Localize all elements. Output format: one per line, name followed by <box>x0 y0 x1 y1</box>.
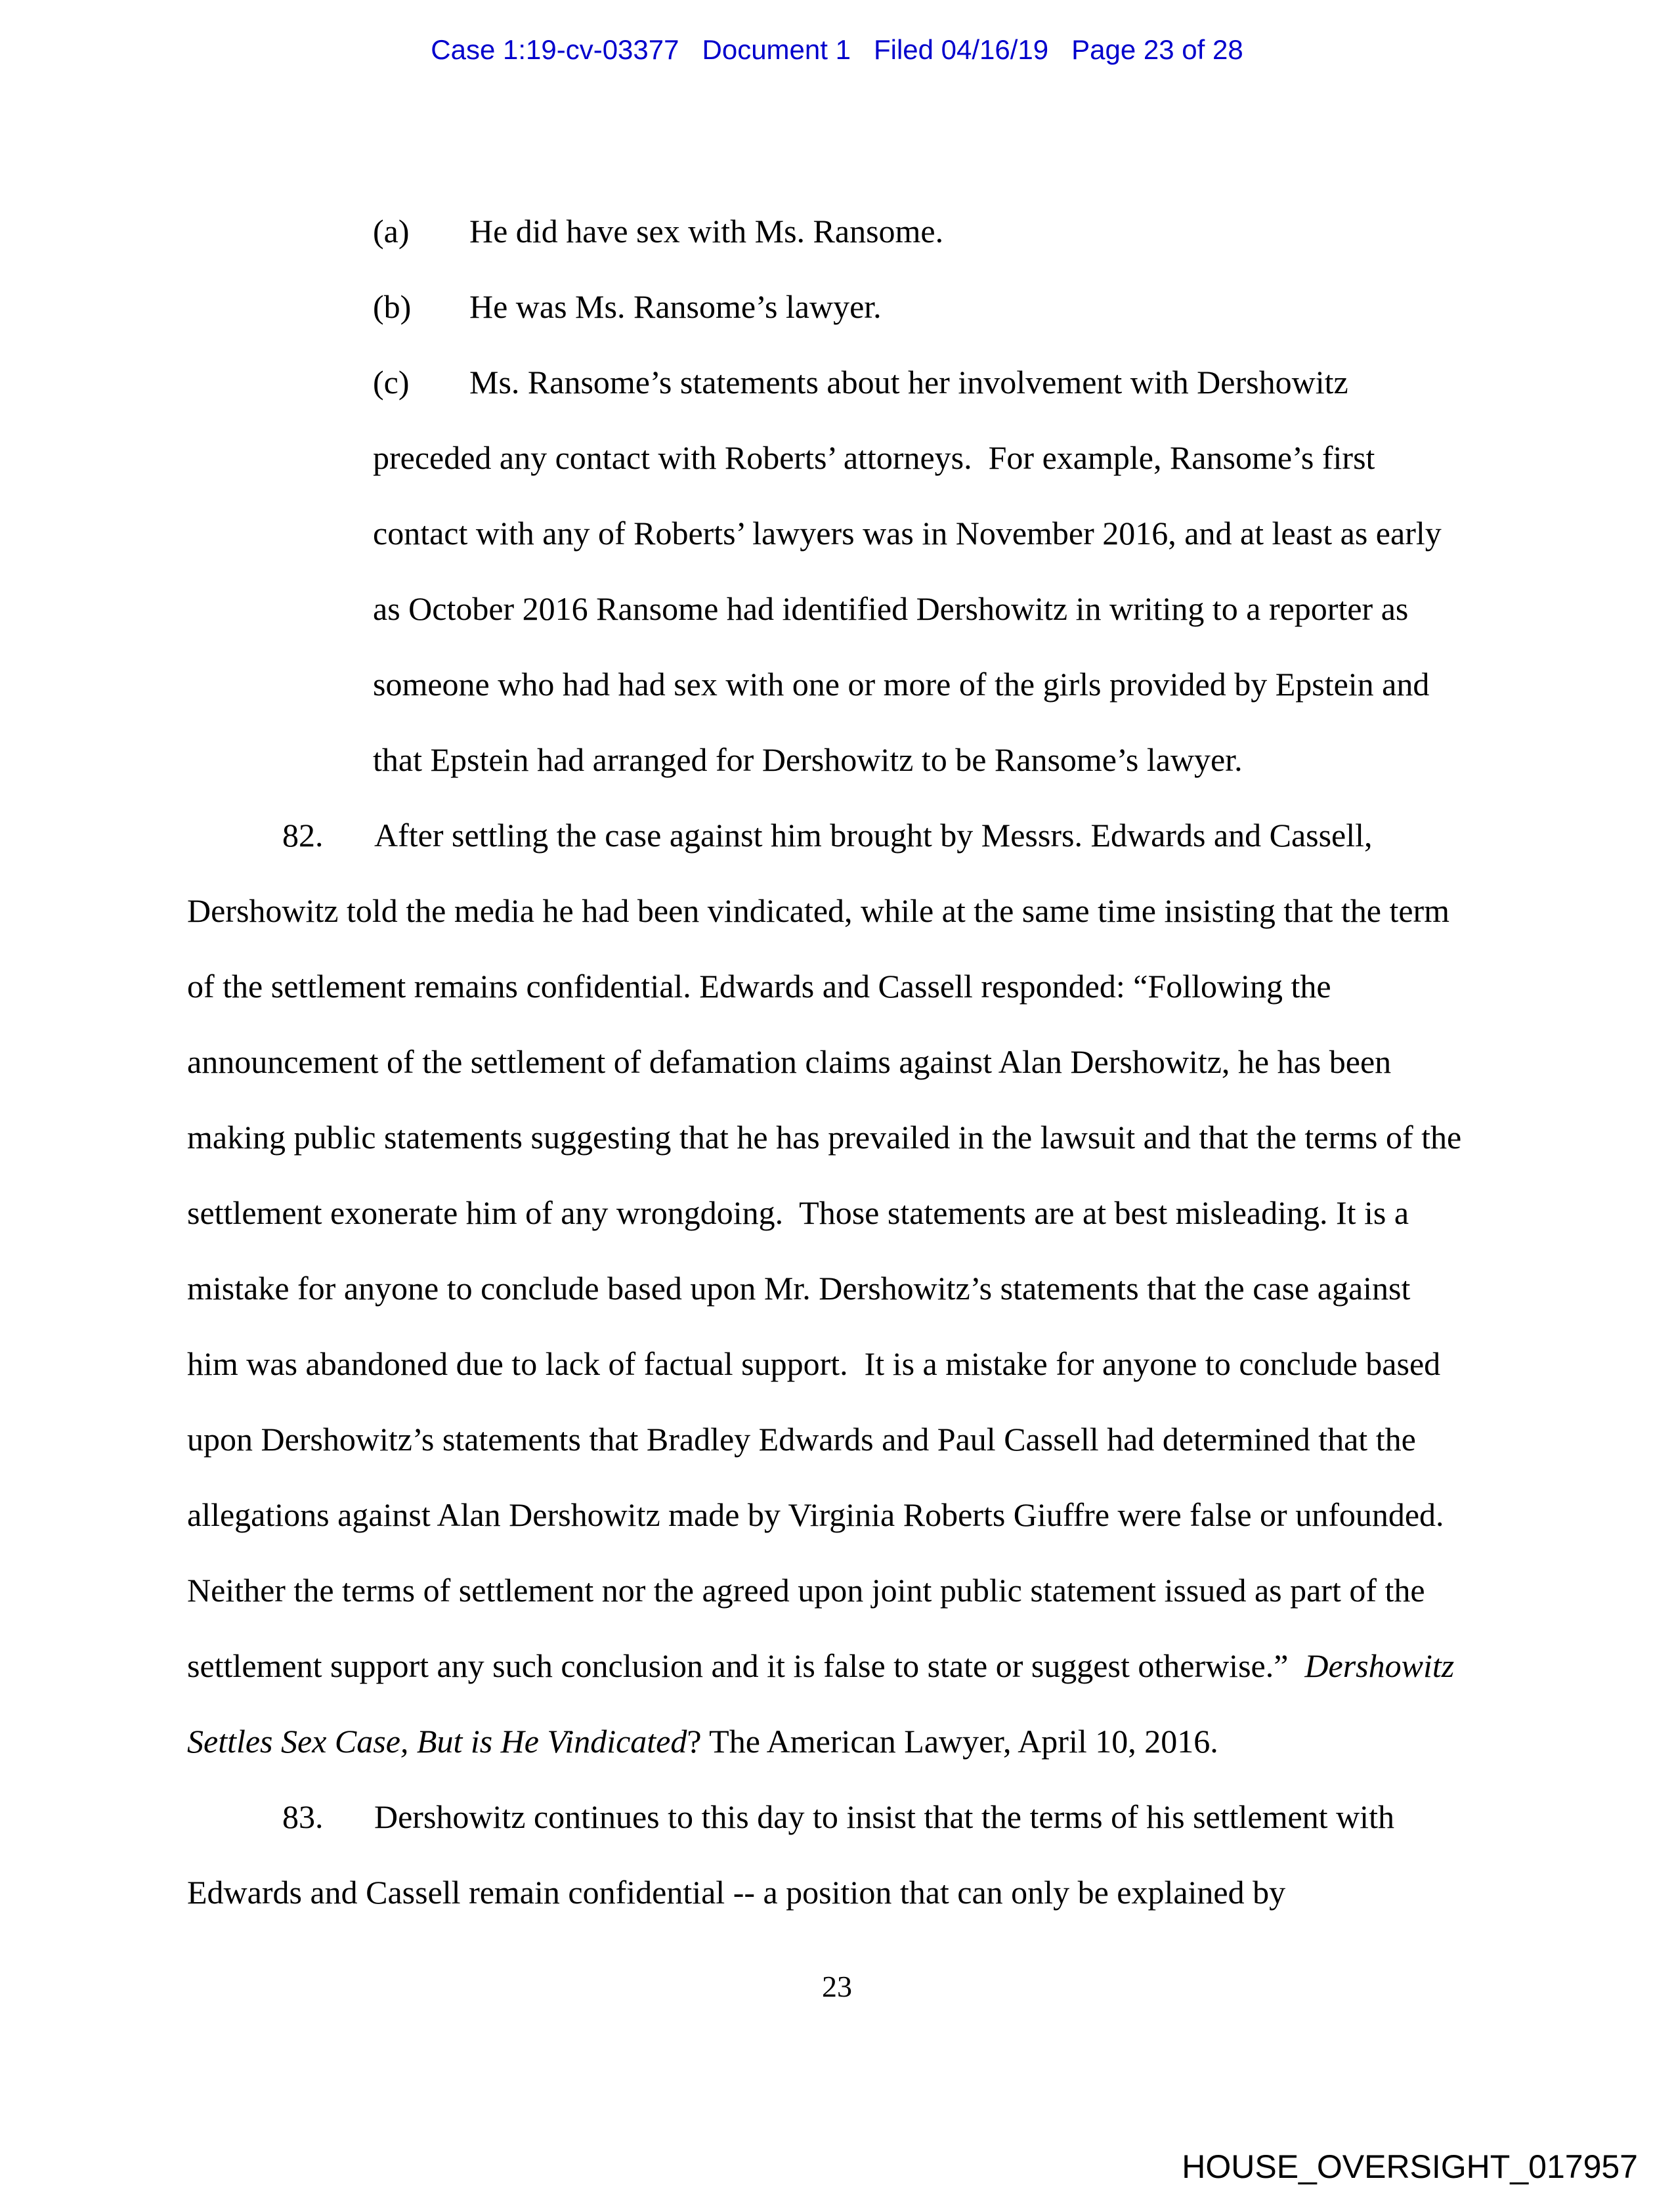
text-line <box>0 420 1674 496</box>
text-run: of the settlement remains confidential. Edwards and Cassell responded: “Following the <box>187 968 1331 1005</box>
bates-number: HOUSE_OVERSIGHT_017957 <box>1182 2148 1638 2185</box>
text-line <box>0 1402 1674 1477</box>
text-line <box>0 1326 1674 1402</box>
text-run: Dershowitz continues to this day to insist that the terms of his settlement with <box>374 1798 1394 1835</box>
text-run: contact with any of Roberts’ lawyers was in November 2016, and at least as early <box>373 515 1442 552</box>
text-run: After settling the case against him brought by Messrs. Edwards and Cassell, <box>374 817 1373 854</box>
text-run: someone who had had sex with one or more of the girls provided by Epstein and <box>373 666 1430 703</box>
text-run: Neither the terms of settlement nor the agreed upon joint public statement issued as part of the <box>187 1572 1425 1609</box>
list-item-marker: (b) <box>373 288 412 325</box>
text-run: Ms. Ransome’s statements about her involvement with Dershowitz <box>469 364 1348 401</box>
text-line <box>0 1024 1674 1100</box>
text-line <box>0 194 1674 269</box>
text-line <box>0 873 1674 949</box>
page-number: 23 <box>822 1970 852 2003</box>
text-line <box>0 1100 1674 1175</box>
text-line <box>0 647 1674 722</box>
case-caption-header: Case 1:19-cv-03377 Document 1 Filed 04/16/19 Page 23 of 28 <box>431 34 1243 65</box>
text-run: announcement of the settlement of defamation claims against Alan Dershowitz, he has been <box>187 1043 1392 1080</box>
text-line <box>0 269 1674 345</box>
italic-text-run: Dershowitz <box>1304 1647 1455 1684</box>
text-run: allegations against Alan Dershowitz made by Virginia Roberts Giuffre were false or unfounded. <box>187 1496 1444 1533</box>
italic-text-run: Settles Sex Case, But is He Vindicated <box>187 1723 687 1760</box>
text-run: upon Dershowitz’s statements that Bradley Edwards and Paul Cassell had determined that the <box>187 1421 1416 1458</box>
paragraph-number: 83. <box>282 1798 324 1835</box>
text-run: He did have sex with Ms. Ransome. <box>469 213 944 249</box>
text-run: making public statements suggesting that he has prevailed in the lawsuit and that the terms of the <box>187 1119 1462 1156</box>
text-run: settlement exonerate him of any wrongdoing. Those statements are at best misleading. It is a <box>187 1194 1409 1231</box>
list-item-marker: (a) <box>373 213 410 249</box>
text-run: that Epstein had arranged for Dershowitz to be Ransome’s lawyer. <box>373 741 1243 778</box>
text-run: preceded any contact with Roberts’ attorneys. For example, Ransome’s first <box>373 439 1375 476</box>
text-line <box>0 571 1674 647</box>
text-run: Edwards and Cassell remain confidential -- a position that can only be explained by <box>187 1874 1286 1911</box>
text-line <box>0 1175 1674 1251</box>
text-run: mistake for anyone to conclude based upon Mr. Dershowitz’s statements that the case against <box>187 1270 1411 1307</box>
text-line <box>0 1704 1674 1779</box>
text-run: He was Ms. Ransome’s lawyer. <box>469 288 882 325</box>
text-run: settlement support any such conclusion and it is false to state or suggest otherwise.” <box>187 1647 1305 1684</box>
text-line <box>0 1855 1674 1930</box>
document-body <box>0 194 1674 1930</box>
text-run: ? The American Lawyer, April 10, 2016. <box>687 1723 1218 1760</box>
text-line <box>0 798 1674 873</box>
text-line <box>0 949 1674 1024</box>
text-run: him was abandoned due to lack of factual support. It is a mistake for anyone to conclude based <box>187 1345 1441 1382</box>
text-line <box>0 1477 1674 1553</box>
text-line <box>0 496 1674 571</box>
text-run: Dershowitz told the media he had been vindicated, while at the same time insisting that the term <box>187 892 1450 929</box>
text-line <box>0 345 1674 420</box>
paragraph-number: 82. <box>282 817 324 854</box>
text-run: as October 2016 Ransome had identified Dershowitz in writing to a reporter as <box>373 590 1409 627</box>
text-line <box>0 1628 1674 1704</box>
text-line <box>0 1251 1674 1326</box>
text-line <box>0 1779 1674 1855</box>
text-line <box>0 1553 1674 1628</box>
text-line <box>0 722 1674 798</box>
list-item-marker: (c) <box>373 364 410 401</box>
